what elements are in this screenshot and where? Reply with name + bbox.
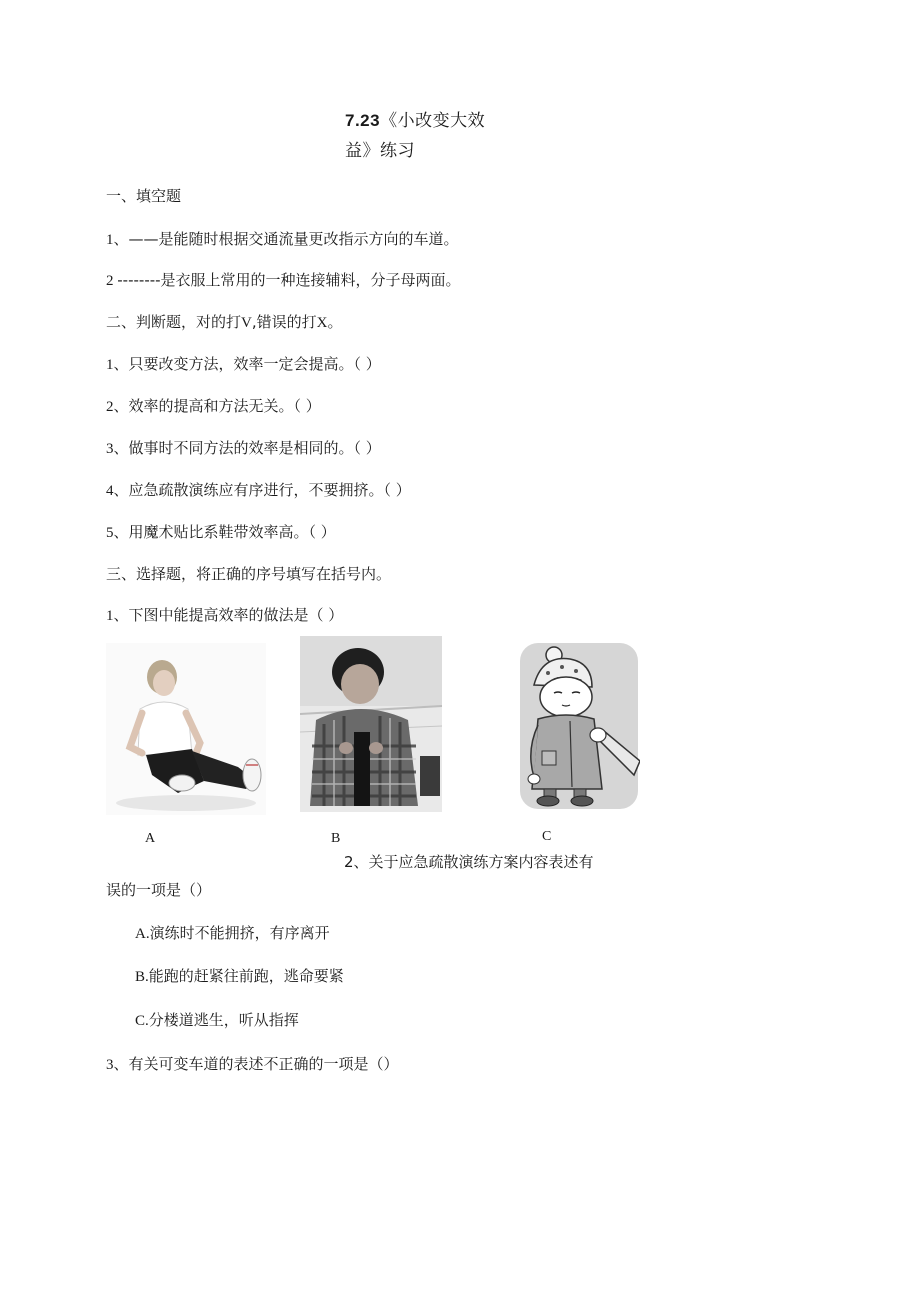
item-text: 效率的提高和方法无关。（ ）: [128, 397, 321, 415]
caption-a: A: [145, 831, 156, 846]
heading-part: ,错误的打: [251, 313, 317, 331]
judge-item-4: [106, 480, 411, 501]
choice-question-2-line-2: 误的一项是（）: [106, 881, 212, 899]
photo-b-drawing: [300, 636, 442, 812]
question-number: 2: [106, 273, 114, 289]
option-text: 能跑的赶紧往前跑，逃命要紧: [148, 967, 344, 985]
choice-question-2-line-1: 2、关于应急疏散演练方案内容表述有: [344, 853, 594, 871]
judge-item-5: [106, 522, 336, 543]
option-text: 演练时不能拥挤，有序离开: [149, 924, 330, 942]
question-number: 1、: [106, 232, 129, 248]
item-text: 用魔术贴比系鞋带效率高。（ ）: [128, 523, 336, 541]
item-number: 3、: [106, 441, 129, 457]
choice-question-1: [106, 605, 343, 626]
title-text: 《小改变大效: [380, 111, 486, 131]
item-text: 只要改变方法，效率一定会提高。（ ）: [128, 355, 381, 373]
cross-symbol: X: [316, 315, 328, 331]
item-number: 1、: [106, 357, 129, 373]
fill-question-1: [106, 229, 459, 250]
choice-option-c: [135, 1010, 299, 1031]
judge-item-2: [106, 396, 321, 417]
section-1-heading: 一、填空题: [106, 187, 182, 205]
choice-option-a: [135, 923, 330, 944]
section-3-heading: 三、选择题，将正确的序号填写在括号内。: [106, 565, 392, 583]
photo-c-drawing: [518, 641, 640, 811]
judge-item-3: [106, 438, 381, 459]
item-number: 5、: [106, 525, 129, 541]
question-text: ——是能随时根据交通流量更改指示方向的车道。: [128, 230, 459, 248]
caption-b: B: [331, 831, 341, 846]
choice-question-3: [106, 1054, 399, 1075]
heading-part: 二、判断题，对的打: [106, 313, 242, 331]
cartoon-child-being-dressed-illustration: [518, 641, 640, 811]
item-text: 做事时不同方法的效率是相同的。（ ）: [128, 439, 381, 457]
judge-item-1: [106, 354, 381, 375]
item-number: 2、: [106, 399, 129, 415]
child-zipping-jacket-photo: [300, 636, 442, 812]
choice-option-b: [135, 966, 344, 987]
question-number: 1、: [106, 608, 129, 624]
caption-c: C: [542, 829, 552, 844]
heading-part: 。: [327, 313, 343, 331]
fill-question-2: [106, 270, 461, 291]
question-text: --------是衣服上常用的一种连接辅料，分子母两面。: [117, 271, 461, 289]
question-text: 有关可变车道的表述不正确的一项是（）: [128, 1055, 399, 1073]
tick-symbol: V: [241, 315, 252, 331]
woman-tying-shoelace-photo: [106, 643, 266, 815]
option-text: 分楼道逃生，听从指挥: [148, 1011, 299, 1029]
item-number: 4、: [106, 483, 129, 499]
photo-a-drawing: [106, 643, 266, 815]
title-number: 7.23: [345, 111, 381, 130]
item-text: 应急疏散演练应有序进行，不要拥挤。（ ）: [128, 481, 411, 499]
option-letter: B.: [135, 969, 149, 985]
title-line-2: 益》练习: [345, 141, 415, 161]
question-number: 3、: [106, 1057, 129, 1073]
section-2-heading: [106, 312, 343, 333]
question-text: 下图中能提高效率的做法是（ ）: [128, 606, 344, 624]
option-letter: C.: [135, 1013, 149, 1029]
title-line-1: [345, 106, 485, 131]
option-letter: A.: [135, 926, 150, 942]
